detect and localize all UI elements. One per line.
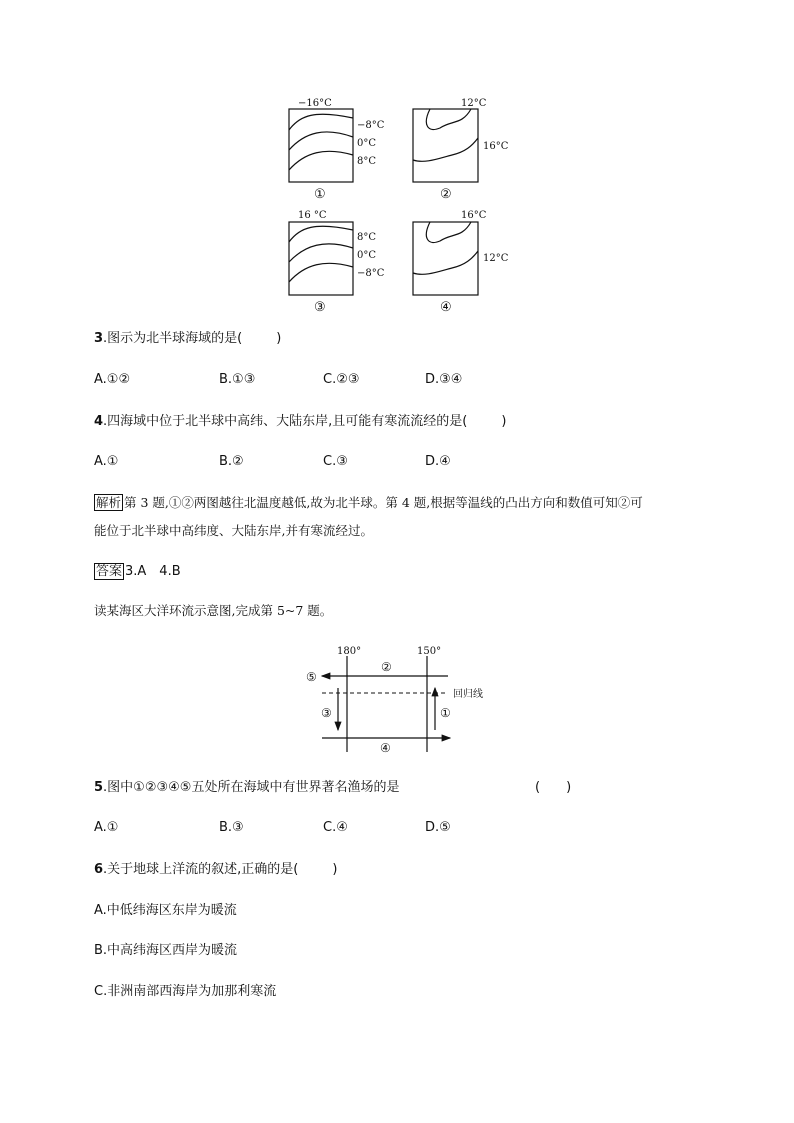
question-4 [94, 413, 506, 431]
question-6 [94, 861, 337, 879]
intro-text: 读某海区大洋环流示意图,完成第 5~7 题。 [94, 603, 333, 618]
q6-option-c[interactable]: C.非洲南部西海岸为加那利寒流 [94, 984, 277, 999]
q6-close: ) [332, 862, 338, 877]
isotherm-panel-2 [413, 98, 509, 202]
isotherm-panel-4 [413, 210, 509, 315]
panel-4-top-label: 16°C [461, 210, 487, 221]
q5-option-b[interactable]: B.③ [219, 820, 244, 835]
q4-option-b[interactable]: B.② [219, 454, 244, 469]
analysis-label: 解析 [96, 495, 122, 510]
q4-option-a[interactable]: A.① [94, 454, 119, 469]
ocean-current-figure [0, 636, 794, 776]
panel-1-id: ① [314, 187, 326, 202]
q3-option-d[interactable]: D.③④ [425, 372, 463, 387]
q6-option-a[interactable]: A.中低纬海区东岸为暖流 [94, 903, 237, 918]
analysis-line-2 [94, 522, 373, 540]
q6-option-b[interactable]: B.中高纬海区西岸为暖流 [94, 943, 238, 958]
isotherm-panel-1 [289, 98, 385, 202]
q5-stem: .图中①②③④⑤五处所在海域中有世界著名渔场的是 [103, 780, 400, 795]
panel-2-id: ② [440, 187, 452, 202]
panel-3-side-label-3: −8°C [357, 268, 385, 279]
q5-option-c[interactable]: C.④ [323, 820, 348, 835]
q4-close: ) [501, 414, 507, 429]
analysis-text-2: 能位于北半球中高纬度、大陆东岸,并有寒流经过。 [94, 523, 373, 538]
q5-number: 5 [94, 780, 104, 795]
panel-4-side-label-1: 12°C [483, 253, 509, 264]
panel-1-top-label: −16°C [298, 98, 332, 109]
q4-number: 4 [94, 414, 104, 429]
q5-option-d[interactable]: D.⑤ [425, 820, 451, 835]
marker-3: ③ [321, 706, 332, 720]
q3-option-c[interactable]: C.②③ [323, 372, 360, 387]
q5-answer-paren: ( ) [535, 780, 572, 795]
longitude-150-label: 150° [417, 646, 442, 657]
longitude-180-label: 180° [337, 646, 362, 657]
isotherm-figure [0, 0, 794, 320]
marker-1: ① [440, 706, 451, 720]
q3-number: 3 [94, 331, 104, 346]
q4-stem: .四海域中位于北半球中高纬、大陆东岸,且可能有寒流流经的是( [103, 414, 468, 429]
answer-text: 3.A 4.B [125, 564, 181, 579]
isotherm-panel-3 [289, 210, 385, 315]
q5-option-a[interactable]: A.① [94, 820, 119, 835]
answer-line [94, 563, 181, 581]
panel-2-side-label-1: 16°C [483, 141, 509, 152]
panel-2-top-label: 12°C [461, 98, 487, 109]
tropic-label: 回归线 [453, 689, 483, 700]
q6-stem: .关于地球上洋流的叙述,正确的是( [103, 862, 299, 877]
panel-3-top-label: 16 °C [298, 210, 327, 221]
q3-close: ) [276, 331, 282, 346]
q4-option-d[interactable]: D.④ [425, 454, 451, 469]
marker-5: ⑤ [306, 670, 317, 684]
marker-4: ④ [380, 741, 391, 755]
analysis-text-1: 第 3 题,①②两图越往北温度越低,故为北半球。第 4 题,根据等温线的凸出方向和数值可知②可 [124, 495, 643, 510]
panel-3-side-label-2: 0°C [357, 250, 377, 261]
panel-1-side-label-2: 0°C [357, 138, 377, 149]
q3-option-b[interactable]: B.①③ [219, 372, 256, 387]
q4-option-c[interactable]: C.③ [323, 454, 348, 469]
answer-label: 答案 [96, 564, 123, 579]
marker-2: ② [381, 660, 392, 674]
panel-3-side-label-1: 8°C [357, 232, 377, 243]
panel-4-id: ④ [440, 300, 452, 315]
panel-1-side-label-1: −8°C [357, 120, 385, 131]
q6-number: 6 [94, 862, 104, 877]
question-3 [94, 330, 281, 348]
question-5 [94, 779, 399, 797]
panel-1-side-label-3: 8°C [357, 156, 377, 167]
q3-option-a[interactable]: A.①② [94, 372, 131, 387]
q3-stem: .图示为北半球海域的是( [103, 331, 243, 346]
analysis-line-1 [94, 494, 643, 512]
panel-3-id: ③ [314, 300, 326, 315]
